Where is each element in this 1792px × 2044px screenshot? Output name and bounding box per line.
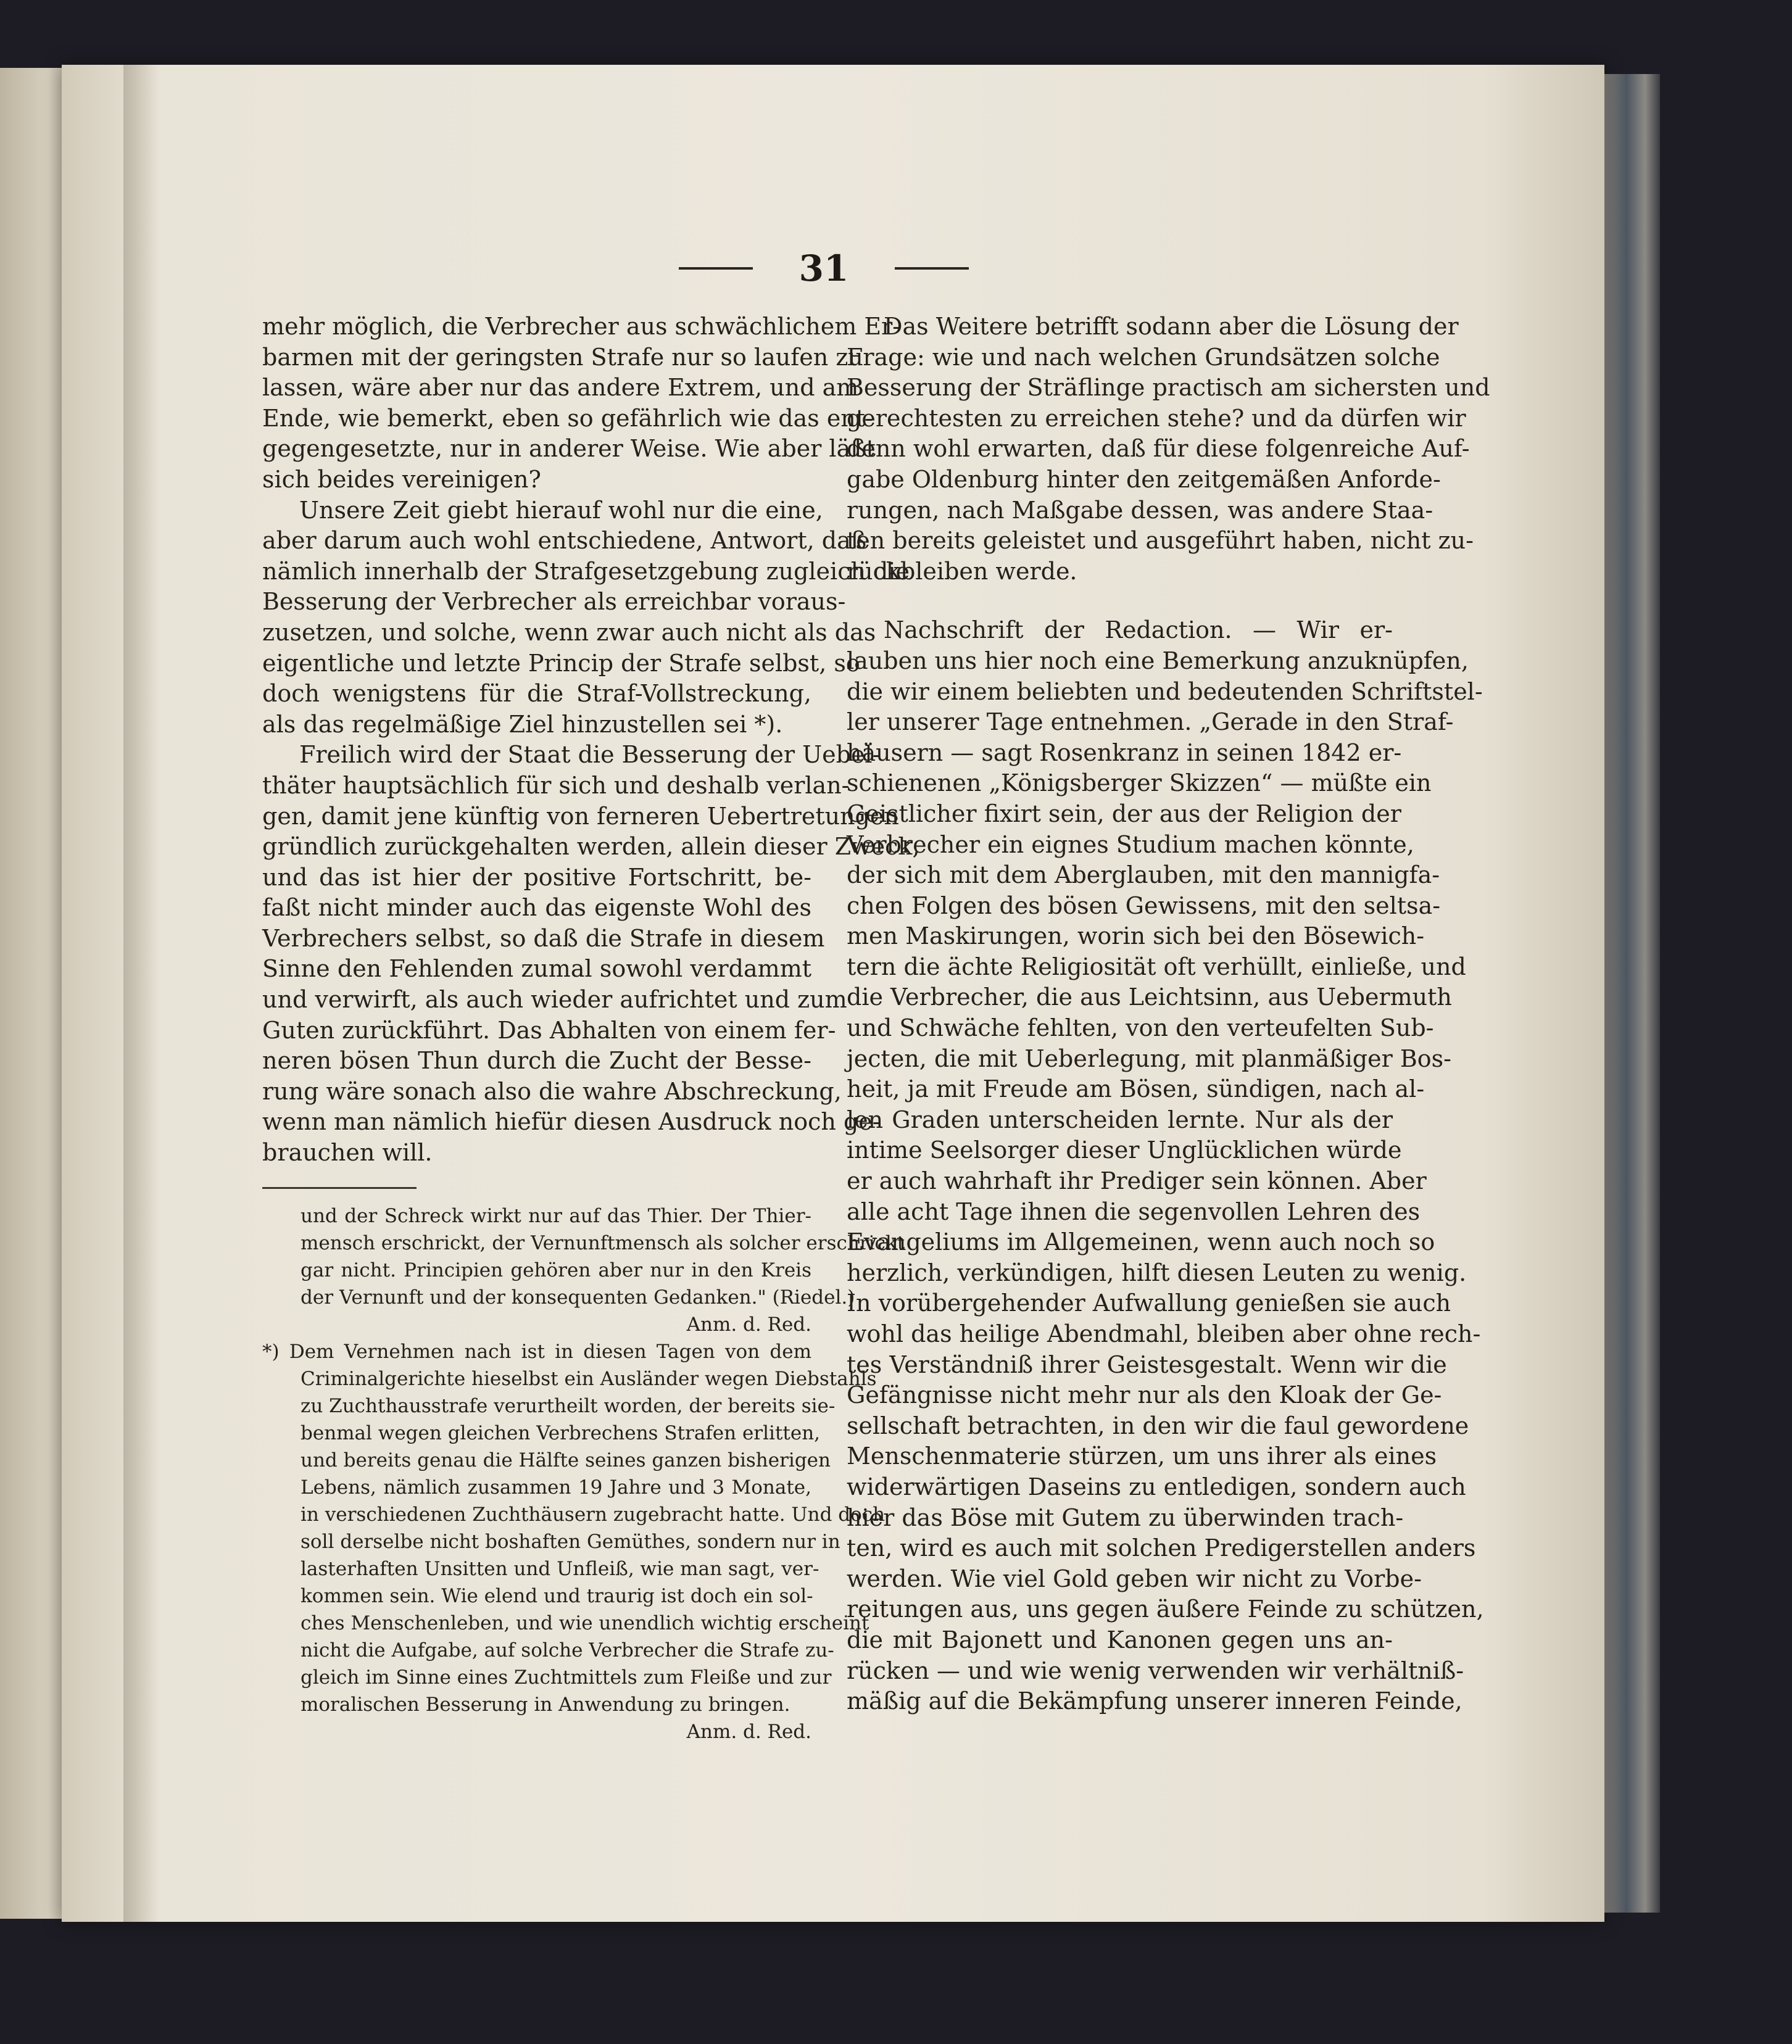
text-line: rungen, nach Maßgabe dessen, was andere Staa- (847, 496, 1433, 524)
text-line: Besserung der Verbrecher als erreichbar voraus- (262, 588, 846, 616)
left-column (262, 312, 920, 1745)
text-line: schienenen „Königsberger Skizzen“ — müßte ein (847, 769, 1432, 797)
footnote-signature: Anm. d. Red. (686, 1720, 811, 1743)
text-line: tes Verständniß ihrer Geistesgestalt. Wenn wir die (847, 1351, 1447, 1378)
text-line: neren bösen Thun durch die Zucht der Besse- (262, 1047, 811, 1075)
text-line: rückbleiben werde. (847, 557, 1077, 585)
text-line: alle acht Tage ihnen die segenvollen Lehren des (847, 1198, 1421, 1225)
text-line: mehr möglich, die Verbrecher aus schwächlichem Er- (262, 313, 901, 340)
text-line: chen Folgen des bösen Gewissens, mit den seltsa- (847, 892, 1441, 919)
text-line: tern die ächte Religiosität oft verhüllt, einließe, und (847, 953, 1466, 980)
footnote-line: und bereits genau die Hälfte seines ganzen bisherigen (301, 1449, 831, 1471)
text-line: doch wenigstens für die Straf-Vollstreckung, (262, 680, 811, 708)
footnote-line: und der Schreck wirkt nur auf das Thier. Der Thier- (301, 1204, 811, 1227)
footnote-line: lasterhaften Unsitten und Unfleiß, wie man sagt, ver- (301, 1557, 819, 1580)
text-line: In vorübergehender Aufwallung genießen sie auch (847, 1289, 1451, 1317)
page-header (679, 244, 969, 293)
page-number: 31 (799, 247, 849, 289)
text-line: ten, wird es auch mit solchen Predigerstellen anders (847, 1534, 1476, 1562)
text-line: Verbrechers selbst, so daß die Strafe in diesem (262, 924, 825, 952)
text-line: die Verbrecher, die aus Leichtsinn, aus Uebermuth (847, 983, 1452, 1011)
paragraph-gap (847, 587, 1393, 615)
text-line: wenn man nämlich hiefür diesen Ausdruck noch ge- (262, 1108, 881, 1136)
text-line: men Maskirungen, worin sich bei den Bösewich- (847, 922, 1425, 950)
right-body-text (847, 312, 1490, 1717)
text-line: Frage: wie und nach welchen Grundsätzen solche (847, 343, 1440, 371)
text-line: faßt nicht minder auch das eigenste Wohl des (262, 894, 811, 922)
text-line: denn wohl erwarten, daß für diese folgenreiche Auf- (847, 435, 1470, 463)
footnote-line: gar nicht. Principien gehören aber nur in den Kreis (301, 1259, 811, 1281)
text-line: mäßig auf die Bekämpfung unserer inneren Feinde, (847, 1687, 1462, 1715)
footnote-line: nicht die Aufgabe, auf solche Verbrecher die Strafe zu- (301, 1639, 834, 1661)
text-line: lassen, wäre aber nur das andere Extrem, und am (262, 374, 859, 402)
footnote-line: mensch erschrickt, der Vernunftmensch als solcher erschrickt (301, 1231, 905, 1254)
footnote-line: benmal wegen gleichen Verbrechens Strafen erlitten, (301, 1421, 821, 1444)
text-line: intime Seelsorger dieser Unglücklichen würde (847, 1136, 1402, 1164)
text-line: thäter hauptsächlich für sich und deshalb verlan- (262, 771, 850, 799)
text-line: Menschenmaterie stürzen, um uns ihrer als eines (847, 1442, 1437, 1470)
text-line: Guten zurückführt. Das Abhalten von einem fer- (262, 1016, 836, 1044)
text-line: ler unserer Tage entnehmen. „Gerade in den Straf- (847, 708, 1454, 736)
footnote-line: Lebens, nämlich zusammen 19 Jahre und 3 Monate, (301, 1476, 811, 1499)
text-line: häusern — sagt Rosenkranz in seinen 1842 er- (847, 739, 1402, 766)
text-line: gerechtesten zu erreichen stehe? und da dürfen wir (847, 404, 1466, 432)
text-line: wohl das heilige Abendmahl, bleiben aber ohne rech- (847, 1320, 1481, 1347)
text-line: Sinne den Fehlenden zumal sowohl verdammt (262, 955, 811, 983)
text-line: Ende, wie bemerkt, eben so gefährlich wie das ent- (262, 404, 873, 432)
text-line: herzlich, verkündigen, hilft diesen Leuten zu wenig. (847, 1259, 1467, 1286)
footnote-line: *) Dem Vernehmen nach ist in diesen Tagen von dem (262, 1340, 811, 1363)
text-line: gen, damit jene künftig von ferneren Uebertretungen (262, 802, 899, 830)
footnote-line: ches Menschenleben, und wie unendlich wichtig erscheint (301, 1612, 869, 1634)
text-line: jecten, die mit Ueberlegung, mit planmäßiger Bos- (847, 1045, 1451, 1072)
text-line: Evangeliums im Allgemeinen, wenn auch noch so (847, 1228, 1435, 1256)
text-line: Unsere Zeit giebt hierauf wohl nur die eine, (299, 496, 823, 524)
text-line: Das Weitere betrifft sodann aber die Lösung der (884, 313, 1459, 340)
text-line: aber darum auch wohl entschiedene, Antwort, daß (262, 527, 867, 555)
text-line: nämlich innerhalb der Strafgesetzgebung zugleich die (262, 557, 910, 585)
footnote-separator (262, 1187, 417, 1189)
text-line: werden. Wie viel Gold geben wir nicht zu Vorbe- (847, 1565, 1422, 1592)
text-line: zusetzen, und solche, wenn zwar auch nicht als das (262, 618, 876, 646)
text-line: ten bereits geleistet und ausgeführt haben, nicht zu- (847, 527, 1474, 555)
text-line: Freilich wird der Staat die Besserung der Uebel- (299, 741, 881, 769)
text-line: und das ist hier der positive Fortschritt, be- (262, 863, 811, 891)
text-line: brauchen will. (262, 1139, 433, 1167)
footnote-signature: Anm. d. Red. (686, 1313, 811, 1336)
text-line: Besserung der Sträflinge practisch am sichersten und (847, 374, 1490, 402)
footnote-line: der Vernunft und der konsequenten Gedanken." (Riedel.) (301, 1286, 855, 1309)
text-line: sellschaft betrachten, in den wir die faul gewordene (847, 1412, 1469, 1439)
text-line: rung wäre sonach also die wahre Abschreckung, (262, 1077, 842, 1105)
right-column (847, 312, 1490, 1717)
text-line: und Schwäche fehlten, von den verteufelten Sub- (847, 1014, 1434, 1042)
text-line: Gefängnisse nicht mehr nur als den Kloak der Ge- (847, 1381, 1442, 1409)
left-body-text (262, 312, 920, 1169)
text-line: Geistlicher fixirt sein, der aus der Religion der (847, 800, 1401, 827)
text-line: die mit Bajonett und Kanonen gegen uns an- (847, 1626, 1393, 1653)
text-line: gabe Oldenburg hinter den zeitgemäßen Anforde- (847, 465, 1441, 493)
header-rule-left (679, 267, 753, 270)
text-line: hier das Böse mit Gutem zu überwinden trach- (847, 1504, 1404, 1531)
text-line: der sich mit dem Aberglauben, mit den mannigfa- (847, 861, 1440, 889)
text-line: widerwärtigen Daseins zu entledigen, sondern auch (847, 1473, 1466, 1500)
text-line: Verbrecher ein eignes Studium machen könnte, (847, 830, 1414, 858)
footnote-line: moralischen Besserung in Anwendung zu bringen. (301, 1693, 790, 1716)
text-line: gegengesetzte, nur in anderer Weise. Wie aber läßt (262, 435, 876, 463)
footnote-line: in verschiedenen Zuchthäusern zugebracht hatte. Und doch (301, 1503, 886, 1526)
text-line: er auch wahrhaft ihr Prediger sein können. Aber (847, 1167, 1427, 1195)
footnote-line: zu Zuchthausstrafe verurtheilt worden, der bereits sie- (301, 1394, 836, 1417)
text-line: len Graden unterscheiden lernte. Nur als der (847, 1106, 1393, 1133)
header-rule-right (895, 267, 969, 270)
text-line: barmen mit der geringsten Strafe nur so laufen zu (262, 343, 863, 371)
text-line: lauben uns hier noch eine Bemerkung anzuknüpfen, (847, 647, 1469, 674)
text-line: die wir einem beliebten und bedeutenden Schriftstel- (847, 677, 1483, 705)
text-line: rücken — und wie wenig verwenden wir verhältniß- (847, 1657, 1464, 1684)
text-line: gründlich zurückgehalten werden, allein dieser Zweck, (262, 833, 920, 861)
footnote-line: Criminalgerichte hieselbst ein Ausländer wegen Diebstahls (301, 1367, 877, 1390)
text-line: sich beides vereinigen? (262, 465, 541, 493)
text-line: heit, ja mit Freude am Bösen, sündigen, nach al- (847, 1075, 1425, 1103)
text-line: eigentliche und letzte Princip der Strafe selbst, so (262, 649, 860, 677)
footnote-line: gleich im Sinne eines Zuchtmittels zum Fleiße und zur (301, 1666, 832, 1689)
text-line: und verwirft, als auch wieder aufrichtet und zum (262, 986, 847, 1014)
footnote-line: soll derselbe nicht boshaften Gemüthes, sondern nur in (301, 1530, 840, 1553)
book-gutter (123, 65, 160, 1922)
text-line: Nachschrift der Redaction. — Wir er- (884, 616, 1393, 644)
footnote-line: kommen sein. Wie elend und traurig ist doch ein sol- (301, 1584, 813, 1607)
footnotes (262, 1202, 905, 1745)
facing-page-edge (0, 68, 68, 1919)
text-line: reitungen aus, uns gegen äußere Feinde zu schützen, (847, 1595, 1484, 1623)
text-line: als das regelmäßige Ziel hinzustellen sei *). (262, 710, 783, 738)
